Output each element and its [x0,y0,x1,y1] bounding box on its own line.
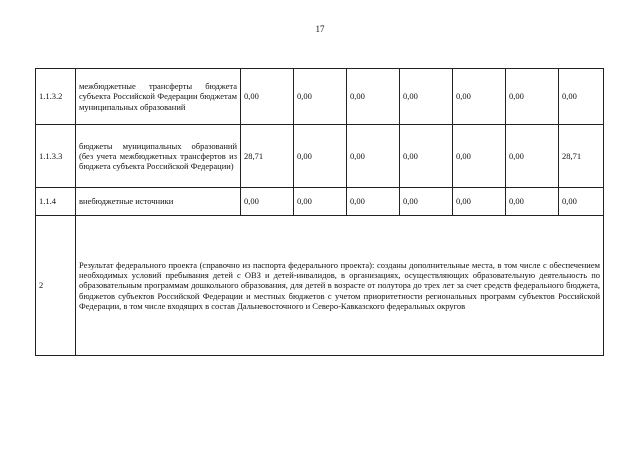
value-cell: 0,00 [347,69,400,125]
table-row [36,69,604,125]
value-cell: 0,00 [559,69,604,125]
value-cell: 28,71 [241,125,294,188]
value-cell: 0,00 [453,188,506,216]
table-row [36,188,604,216]
value-cell: 0,00 [559,188,604,216]
row-code: 1.1.4 [36,188,76,216]
value-cell: 0,00 [506,69,559,125]
value-cell: 0,00 [400,188,453,216]
value-cell: 0,00 [347,188,400,216]
value-cell: 0,00 [506,125,559,188]
result-row [36,216,604,356]
value-cell: 28,71 [559,125,604,188]
value-cell: 0,00 [400,125,453,188]
row-code: 1.1.3.2 [36,69,76,125]
result-text: Результат федерального проекта (справочно из паспорта федерального проекта): созданы дополнительные места, в том числе с обеспечением необходимых условий пребывания детей с ОВЗ и детей-инвалидов, в организациях, осуществляющих образовательную деятельность по образовательным программам дошкольного образования, для детей в возрасте от полутора до трех лет за счет средств федерального бюджета, бюджетов субъектов Российской Федерации и местных бюджетов с учетом приоритетности региональных программ субъектов Российской Федерации, в том числе входящих в состав Дальневосточного и Северо-Кавказского федеральных округов [76,216,604,356]
budget-table [35,68,604,356]
value-cell: 0,00 [400,69,453,125]
table-row [36,125,604,188]
value-cell: 0,00 [453,69,506,125]
row-description: внебюджетные источники [76,188,241,216]
value-cell: 0,00 [347,125,400,188]
value-cell: 0,00 [241,188,294,216]
row-code: 1.1.3.3 [36,125,76,188]
row-description: бюджеты муниципальных образований (без учета межбюджетных трансфертов из бюджета субъекта Российской Федерации) [76,125,241,188]
result-code: 2 [36,216,76,356]
value-cell: 0,00 [294,188,347,216]
value-cell: 0,00 [241,69,294,125]
value-cell: 0,00 [294,125,347,188]
page-number: 17 [315,24,325,34]
row-description: межбюджетные трансферты бюджета субъекта Российской Федерации бюджетам муниципальных образований [76,69,241,125]
value-cell: 0,00 [506,188,559,216]
value-cell: 0,00 [294,69,347,125]
value-cell: 0,00 [453,125,506,188]
